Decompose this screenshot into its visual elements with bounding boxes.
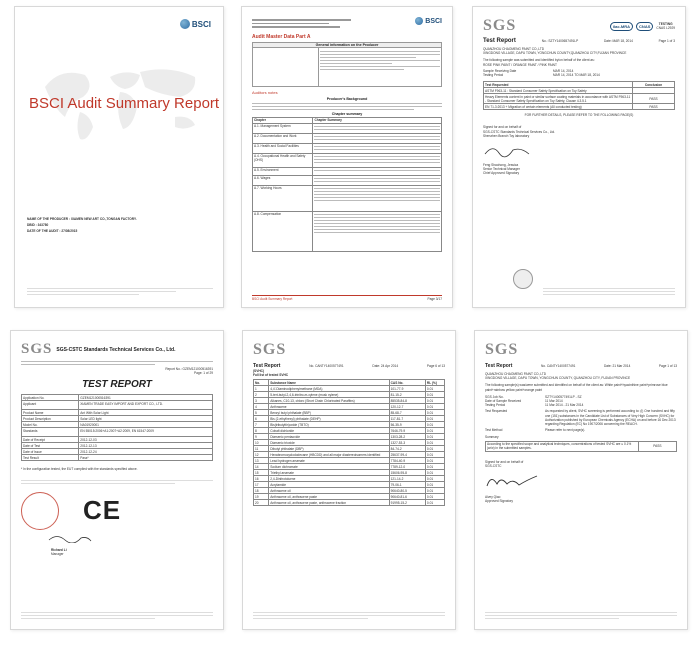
table-row: A.2. Documentation and Work (253, 133, 442, 143)
table-row: 19 Anthracene oil, anthracene paste 90640-81-6 0.01 (254, 494, 445, 500)
signer-title: Manager (51, 551, 64, 556)
table-row: 8 Cobalt dichloride 7646-79-9 0.01 (254, 428, 445, 434)
table-row: Heavy Elements content in paint or similar surface coating materials in accordance with ASTM F963-11 - Standard Consumer Safety Specification on Toy Safety, Clause 4.3.5.1 PASS (484, 94, 675, 104)
sgs-svhc-summary-report (474, 330, 688, 630)
footer-fineprint (21, 610, 213, 621)
sgs-svhc-list-report (242, 330, 456, 630)
test-method-label: Test Method (485, 428, 503, 433)
chapter-col-header: Chapter (253, 117, 313, 123)
test-requested-header: Test Requested (484, 82, 633, 88)
svhc-table (253, 379, 445, 506)
report-number: No.: SZTY1400657491LP (541, 39, 579, 43)
table-row: 1 4,4'-Diaminodiphenylmethane (MDA) 101-77-9 0.01 (254, 386, 445, 392)
configuration-note: * In the configuration tested, the EUT complied with the standards specified above. (21, 467, 138, 472)
svhc-label: (SVHC) (253, 369, 264, 373)
conclusion-header: Conclusion (632, 82, 674, 88)
bsci-globe-icon (415, 17, 423, 25)
producer-name: NAME OF THE PRODUCER : XIAMEN NEW ART CO.,TONGAN FACTORY. (27, 217, 137, 221)
signer-title-2: Chief Approved Signatory (483, 171, 520, 176)
table-row: A.4. Occupational Health and Safety (OHS) (253, 153, 442, 167)
report-page: Page: 1 of 29 (194, 371, 213, 376)
signed-branch: Shenzhen Branch Toy laboratory (483, 133, 530, 138)
report-date: Date: 21 Mar 2014 (603, 364, 631, 368)
ce-mark: CE (83, 495, 122, 526)
sgs-logo: SGS (485, 341, 519, 358)
report-date: Date: MAR 18, 2014 (603, 39, 633, 43)
table-row: 4 Anthracene 120-12-7 0.01 (254, 404, 445, 410)
table-row: 3 Alkanes, C10-13, chloro (Short Chain Chlorinated Paraffins) 85535-84-8 0.01 (254, 398, 445, 404)
table-row: Date of Receipt 2012-12-03 (22, 437, 213, 443)
bsci-logo (415, 17, 442, 25)
signer-title: Senior Technical Manager (483, 167, 520, 172)
sgs-logo: SGS (483, 17, 517, 34)
summary-label: Summary (485, 435, 499, 440)
report-number: Report No.: GZEM121000516391 (165, 367, 213, 371)
signer-name: Feng Shaohong, Jessica (483, 163, 519, 168)
testing-period: 11 Mar 2014 - 21 Mar 2014 (545, 403, 584, 408)
bsci-logo (180, 19, 211, 29)
requested-label: Test Requested (485, 409, 508, 414)
auditors-notes-header: Auditors notes (252, 89, 278, 95)
dbid: DBID : 343780 (27, 223, 49, 228)
table-row: 6 Bis (2-ethylhexyl) phthalate (DEHP) 117-81-7 0.01 (254, 416, 445, 422)
signed-company: SGS-CSTC (485, 463, 502, 468)
sgs-company-header: SGS-CSTC Standards Technical Services Co., Ltd. (56, 346, 176, 353)
table-row: 9 Diarsenic pentaoxide 1303-28-2 0.01 (254, 434, 445, 440)
report-fields-table (21, 394, 213, 461)
signed-for: Signed for and on behalf of (485, 459, 524, 464)
sample-description: The following sample was submitted and identified by/on behalf of the client as: (483, 58, 595, 63)
general-info-header: General information on the Producer (252, 42, 442, 48)
report-number: No. CANTY1400577491 (540, 364, 576, 368)
signer-title: Approved Signatory (485, 499, 513, 504)
report-page: Page 1 of 13 (658, 364, 677, 368)
table-row: 18 Anthracene oil 90640-80-5 0.01 (254, 488, 445, 494)
testing-label: Testing Period (485, 403, 506, 408)
received-label: Sample Receiving Date (483, 68, 517, 73)
footer-fineprint (543, 286, 675, 297)
table-row: A.5. Environment (253, 167, 442, 175)
table-row: A.6. Wages (253, 175, 442, 185)
signer-name: Alvey Qiao (485, 495, 501, 500)
requested-text: As requested by client, SVHC screening is performed according to: (I) One hundred and fifty one (151) substances in the Candidate List of Substances of Very High Concern (SVHC) for Authorization published by European Chemicals Agency (ECHA) on and before 16 Dec 2013 regarding Regulation (EC) No 1907/2006 concerning the REACH. (545, 409, 676, 427)
col-cas: CAS No. (389, 380, 425, 386)
section-title: Audit Master Data Part A (252, 33, 311, 40)
report-page: Page 6 of 13 (426, 364, 445, 368)
received-label: Date of Sample Received (485, 399, 522, 404)
table-row: Standards EN 55015:2006+A1:2007+A2:2009, EN 61547:2009 (22, 428, 213, 437)
table-row: Test Result Pass* (22, 455, 213, 461)
table-row: 7 Bis(tributyltin)oxide (TBTO) 56-35-9 0.01 (254, 422, 445, 428)
received-date: MAR 14, 2014 (553, 68, 574, 73)
signature (47, 533, 93, 543)
table-row: Product Description Solar LED light (22, 416, 213, 422)
sgs-job-label: SGS Job No. (485, 394, 504, 399)
table-row: According to the specified scope and analytical techniques, concentrations of tested SVHC are ≤ 0.1% (w/w) in the submitted samples. PASS (486, 441, 677, 451)
test-result-table (483, 81, 675, 110)
received-date: 11 Mar 2014 (545, 399, 563, 404)
sgs-logo: SGS (253, 341, 287, 358)
signed-company: SGS-CSTC Standards Technical Services Co., Ltd. (483, 129, 556, 134)
test-method-text: Please refer to next page(s). (545, 428, 586, 433)
testing-label: Testing Period (483, 73, 504, 78)
sample-name: ROSE PINK PAINT / ORANGE PAINT / PINK PAINT (483, 62, 557, 67)
table-row: 10 Diarsenic trioxide 1327-53-3 0.01 (254, 440, 445, 446)
bsci-report-title: BSCI Audit Summary Report (29, 95, 220, 112)
footer-left: BSCI Audit Summary Report (252, 296, 293, 301)
table-row: A.8. Compensation (253, 211, 442, 251)
cover-footnote (27, 286, 213, 297)
table-row: 11 Dibutyl phthalate (DBP) 84-74-2 0.01 (254, 446, 445, 452)
sgs-job-number: SZTY1400577491LP - SZ (545, 394, 582, 399)
cnas-badge: CNAS (636, 22, 653, 31)
signature (483, 144, 533, 158)
sgs-paint-test-report (472, 6, 686, 308)
signature (485, 472, 539, 490)
client-name: QUANZHOU CHAOMENG PAINT CO.,LTD (483, 47, 545, 51)
table-row: 14 Sodium dichromate 7789-12-0 0.01 (254, 464, 445, 470)
table-row: 16 2,4-Dinitrotoluene 121-14-2 0.01 (254, 476, 445, 482)
testing-period: MAR 14, 2014 TO MAR 18, 2014 (553, 73, 600, 78)
table-row: 5 Benzyl butyl phthalate (BBP) 85-68-7 0.01 (254, 410, 445, 416)
cnas-number: CNAS L2929 (656, 26, 675, 30)
table-row: Model No. NA01920001 (22, 422, 213, 428)
testing-badge: TESTING (658, 21, 673, 26)
table-row: A.1. Management System (253, 123, 442, 133)
table-row: 15 Triethyl arsenate 15606-95-8 0.01 (254, 470, 445, 476)
table-row: Applicant XIAMEN TRADE EASY IMPORT AND EXPORT CO., LTD. (22, 401, 213, 410)
chapter-table (252, 117, 442, 252)
footer-fineprint (253, 610, 445, 621)
table-row: Date of Test 2012-12-13 (22, 443, 213, 449)
table-row: Date of Issue 2012-12-24 (22, 449, 213, 455)
signer-name: Richard Li (51, 547, 67, 552)
further-details: FOR FURTHER DETAILS, PLEASE REFER TO THE FOLLOWING PAGE(S) (524, 113, 634, 118)
audit-date: DATE OF THE AUDIT : 27/08/2015 (27, 229, 78, 234)
client-name: QUANZHOU CHAOMENG PAINT CO.,LTD (485, 372, 547, 376)
general-info-table (252, 48, 442, 87)
summary-table (485, 441, 677, 452)
table-row: 20 Anthracene oil, anthracene paste, anthracene fraction 91995-15-2 0.01 (254, 500, 445, 506)
report-page: Page 1 of 3 (658, 39, 675, 43)
bsci-logo-text: BSCI (191, 19, 211, 29)
table-row: EN 71-3:2013 + Migration of certain elements (All conducted testing) PASS (484, 104, 675, 110)
client-address: XINGDONG VILLAGE, DAPU TOWN, YONGCHUN COUNTY,QUANZHOU CITY,FUJIAN PROVINCE (483, 51, 627, 56)
report-title: TEST REPORT (82, 379, 152, 391)
list-title: Full list of tested SVHC (253, 373, 289, 378)
bsci-logo-text: BSCI (425, 17, 442, 25)
report-number: No. CANTY1400577491 (309, 364, 344, 368)
ilac-badge: ilac-MRA (610, 22, 633, 31)
sample-description: The following sample(s) was/were submitted and identified on behalf of the client as: White paint+hyacinthine paint+primrose blue paint+rainbow yellow paint+orange paint (485, 383, 668, 392)
report-date: Date: 24 Apr 2014 (372, 364, 399, 368)
sgs-round-stamp (21, 492, 59, 530)
sgs-stamp (513, 269, 533, 289)
table-row: 12 Hexabromocyclododecane (HBCDD) and all major diastereoisomers identified 25637-99-4 0.01 (254, 452, 445, 458)
bsci-master-data-page (241, 6, 453, 308)
background-header: Producer's Background (326, 96, 368, 101)
col-rl: RL (%) (425, 380, 444, 386)
bsci-globe-icon (180, 19, 190, 29)
table-row: 13 Lead hydrogen arsenate 7784-40-9 0.01 (254, 458, 445, 464)
report-title: Test Report (253, 363, 281, 369)
table-row: Product Name Ant With Solar Light (22, 410, 213, 416)
signed-for: Signed for and on behalf of (483, 125, 522, 130)
sgs-logo: SGS (21, 341, 53, 357)
chapter-summary-header: Chapter summary (331, 111, 363, 116)
bsci-cover-page (14, 6, 224, 308)
footer-right: Page 3/17 (427, 296, 442, 301)
table-row: A.7. Working Hours (253, 185, 442, 211)
summary-col-header: Chapter Summary (313, 117, 442, 123)
table-row: 17 Acrylamide 79-06-1 0.01 (254, 482, 445, 488)
client-address: XINGDONG VILLAGE, DAPU TOWN, YONGCHUN COUNTY, QUANZHOU CITY, FUJIAN PROVINCE (485, 376, 631, 381)
col-no: No. (254, 380, 269, 386)
report-title: Test Report (483, 38, 516, 44)
report-title: Test Report (485, 363, 513, 369)
footer-fineprint (485, 610, 677, 621)
table-row: ASTM F963-11 : Standard Consumer Safety Specification on Toy Safety (484, 88, 675, 94)
col-substance: Substance Name (269, 380, 389, 386)
table-row: Application No. GZEM121000516391 (22, 395, 213, 401)
sgs-solar-light-report (10, 330, 224, 630)
table-row: 2 5-tert-butyl-2,4,6-trinitro-m-xylene (musk xylene) 81-15-2 0.01 (254, 392, 445, 398)
table-row: A.3. Health and Social Facilities (253, 143, 442, 153)
